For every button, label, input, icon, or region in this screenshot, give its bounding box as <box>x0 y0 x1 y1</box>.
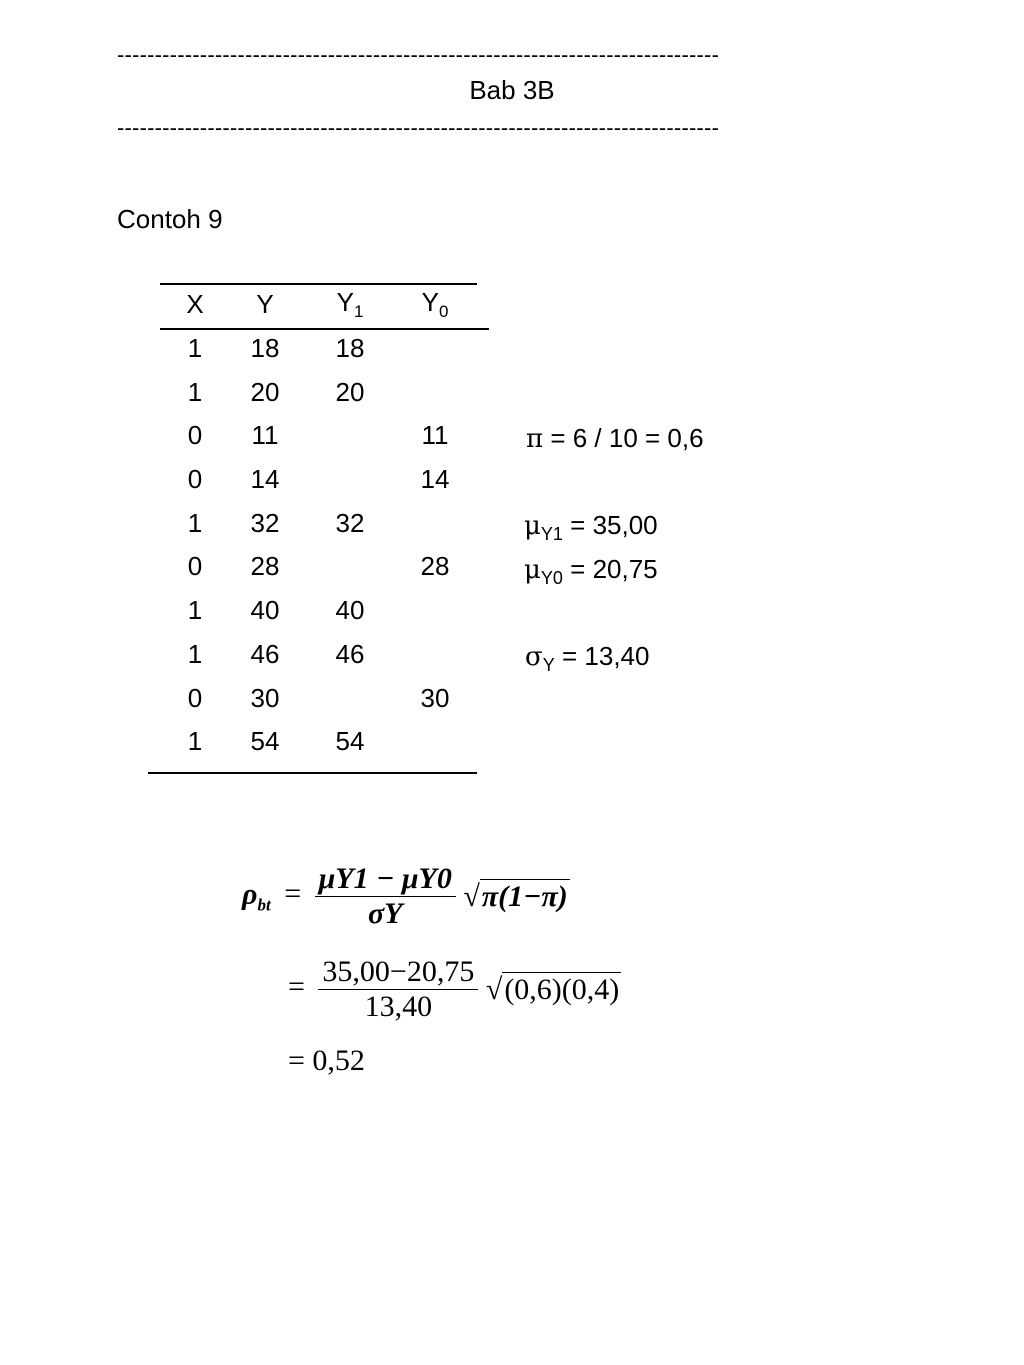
table-row <box>160 458 470 502</box>
col-header-x: X <box>186 289 204 320</box>
table-bottom-rule <box>148 772 477 774</box>
table-cell <box>300 414 400 458</box>
table-cell: 30 <box>250 682 280 713</box>
table-cell: 46 <box>250 638 280 669</box>
table-row <box>160 414 470 458</box>
table-row <box>160 589 470 633</box>
stat-pi: π = 6 / 10 = 0,6 <box>526 423 704 454</box>
sqrt-numeric: √(0,6)(0,4) <box>485 973 620 1006</box>
table-cell <box>400 589 470 633</box>
table-cell: 1 <box>187 376 203 407</box>
header-divider-bottom: -------------------------------------------------------------------------------- <box>117 117 720 139</box>
formula-result: = 0,52 <box>288 1044 365 1077</box>
formula-fraction-numeric: $\frac{35,00-20,75}{13,40}$ <box>318 955 478 1024</box>
example-title: Contoh 9 <box>117 204 223 234</box>
table-cell: 0 <box>187 551 203 582</box>
table-cell: 30 <box>420 682 450 713</box>
table-cell: 11 <box>251 420 279 451</box>
table-cell: 18 <box>335 333 365 364</box>
stat-sigma-y: $\sigma_Y = 13,40$ <box>525 641 650 675</box>
table-cell: 54 <box>250 726 280 757</box>
table-cell: 14 <box>420 464 450 495</box>
table-cell: 32 <box>250 507 280 538</box>
table-cell <box>300 545 400 589</box>
table-cell: 40 <box>250 595 280 626</box>
table-header-row <box>160 283 470 327</box>
table-row <box>160 633 470 677</box>
table-row <box>160 676 470 720</box>
table-row <box>160 370 470 414</box>
table-cell <box>400 720 470 764</box>
table-cell: 28 <box>420 551 450 582</box>
header-divider-top: -------------------------------------------------------------------------------- <box>117 44 720 66</box>
table-cell: 1 <box>187 726 203 757</box>
table-cell: 28 <box>250 551 280 582</box>
table-row <box>160 720 470 764</box>
table-cell <box>400 633 470 677</box>
table-cell: 0 <box>187 464 203 495</box>
stat-mu-y1: $\mu_{Y1} = 35,00$ <box>524 510 658 544</box>
col-header-y1: $Y_1$ <box>336 287 364 322</box>
table-cell <box>400 370 470 414</box>
table-row <box>160 501 470 545</box>
table-cell <box>400 501 470 545</box>
table-cell: 1 <box>187 638 203 669</box>
table-row <box>160 545 470 589</box>
formula-fraction-symbolic: $\frac{\mu Y1 - \mu Y0}{\sigma Y}$ <box>315 862 456 931</box>
col-header-y0: $Y_0$ <box>421 287 449 322</box>
formula-line-2: = $\frac{35,00-20,75}{13,40}$ √(0,6)(0,4) <box>288 955 620 1023</box>
table-cell <box>300 458 400 502</box>
table-cell <box>400 327 470 371</box>
table-cell: 1 <box>187 595 203 626</box>
table-cell: 18 <box>250 333 280 364</box>
table-cell: 0 <box>187 420 203 451</box>
table-cell: 40 <box>335 595 365 626</box>
table-cell: 0 <box>187 682 203 713</box>
col-header-y: Y <box>256 289 274 320</box>
table-cell: 14 <box>250 464 280 495</box>
table-cell: 54 <box>335 726 365 757</box>
stat-mu-y0: $\mu_{Y0} = 20,75$ <box>524 554 658 588</box>
table-cell <box>300 676 400 720</box>
table-cell: 1 <box>187 507 203 538</box>
data-table <box>160 283 470 764</box>
table-row <box>160 327 470 371</box>
chapter-title: Bab 3B <box>469 75 555 105</box>
table-cell: 11 <box>421 420 449 451</box>
table-cell: 20 <box>335 376 365 407</box>
sqrt-symbolic: √π(1−π) <box>463 880 568 913</box>
table-cell: 1 <box>187 333 203 364</box>
table-cell: 46 <box>335 638 365 669</box>
formula-line-1: $\rho_{bt}$ = $\frac{\mu Y1 - \mu Y0}{\sigma Y}$ √π(1−π) <box>242 862 568 930</box>
table-cell: 20 <box>250 376 280 407</box>
table-cell: 32 <box>335 507 365 538</box>
